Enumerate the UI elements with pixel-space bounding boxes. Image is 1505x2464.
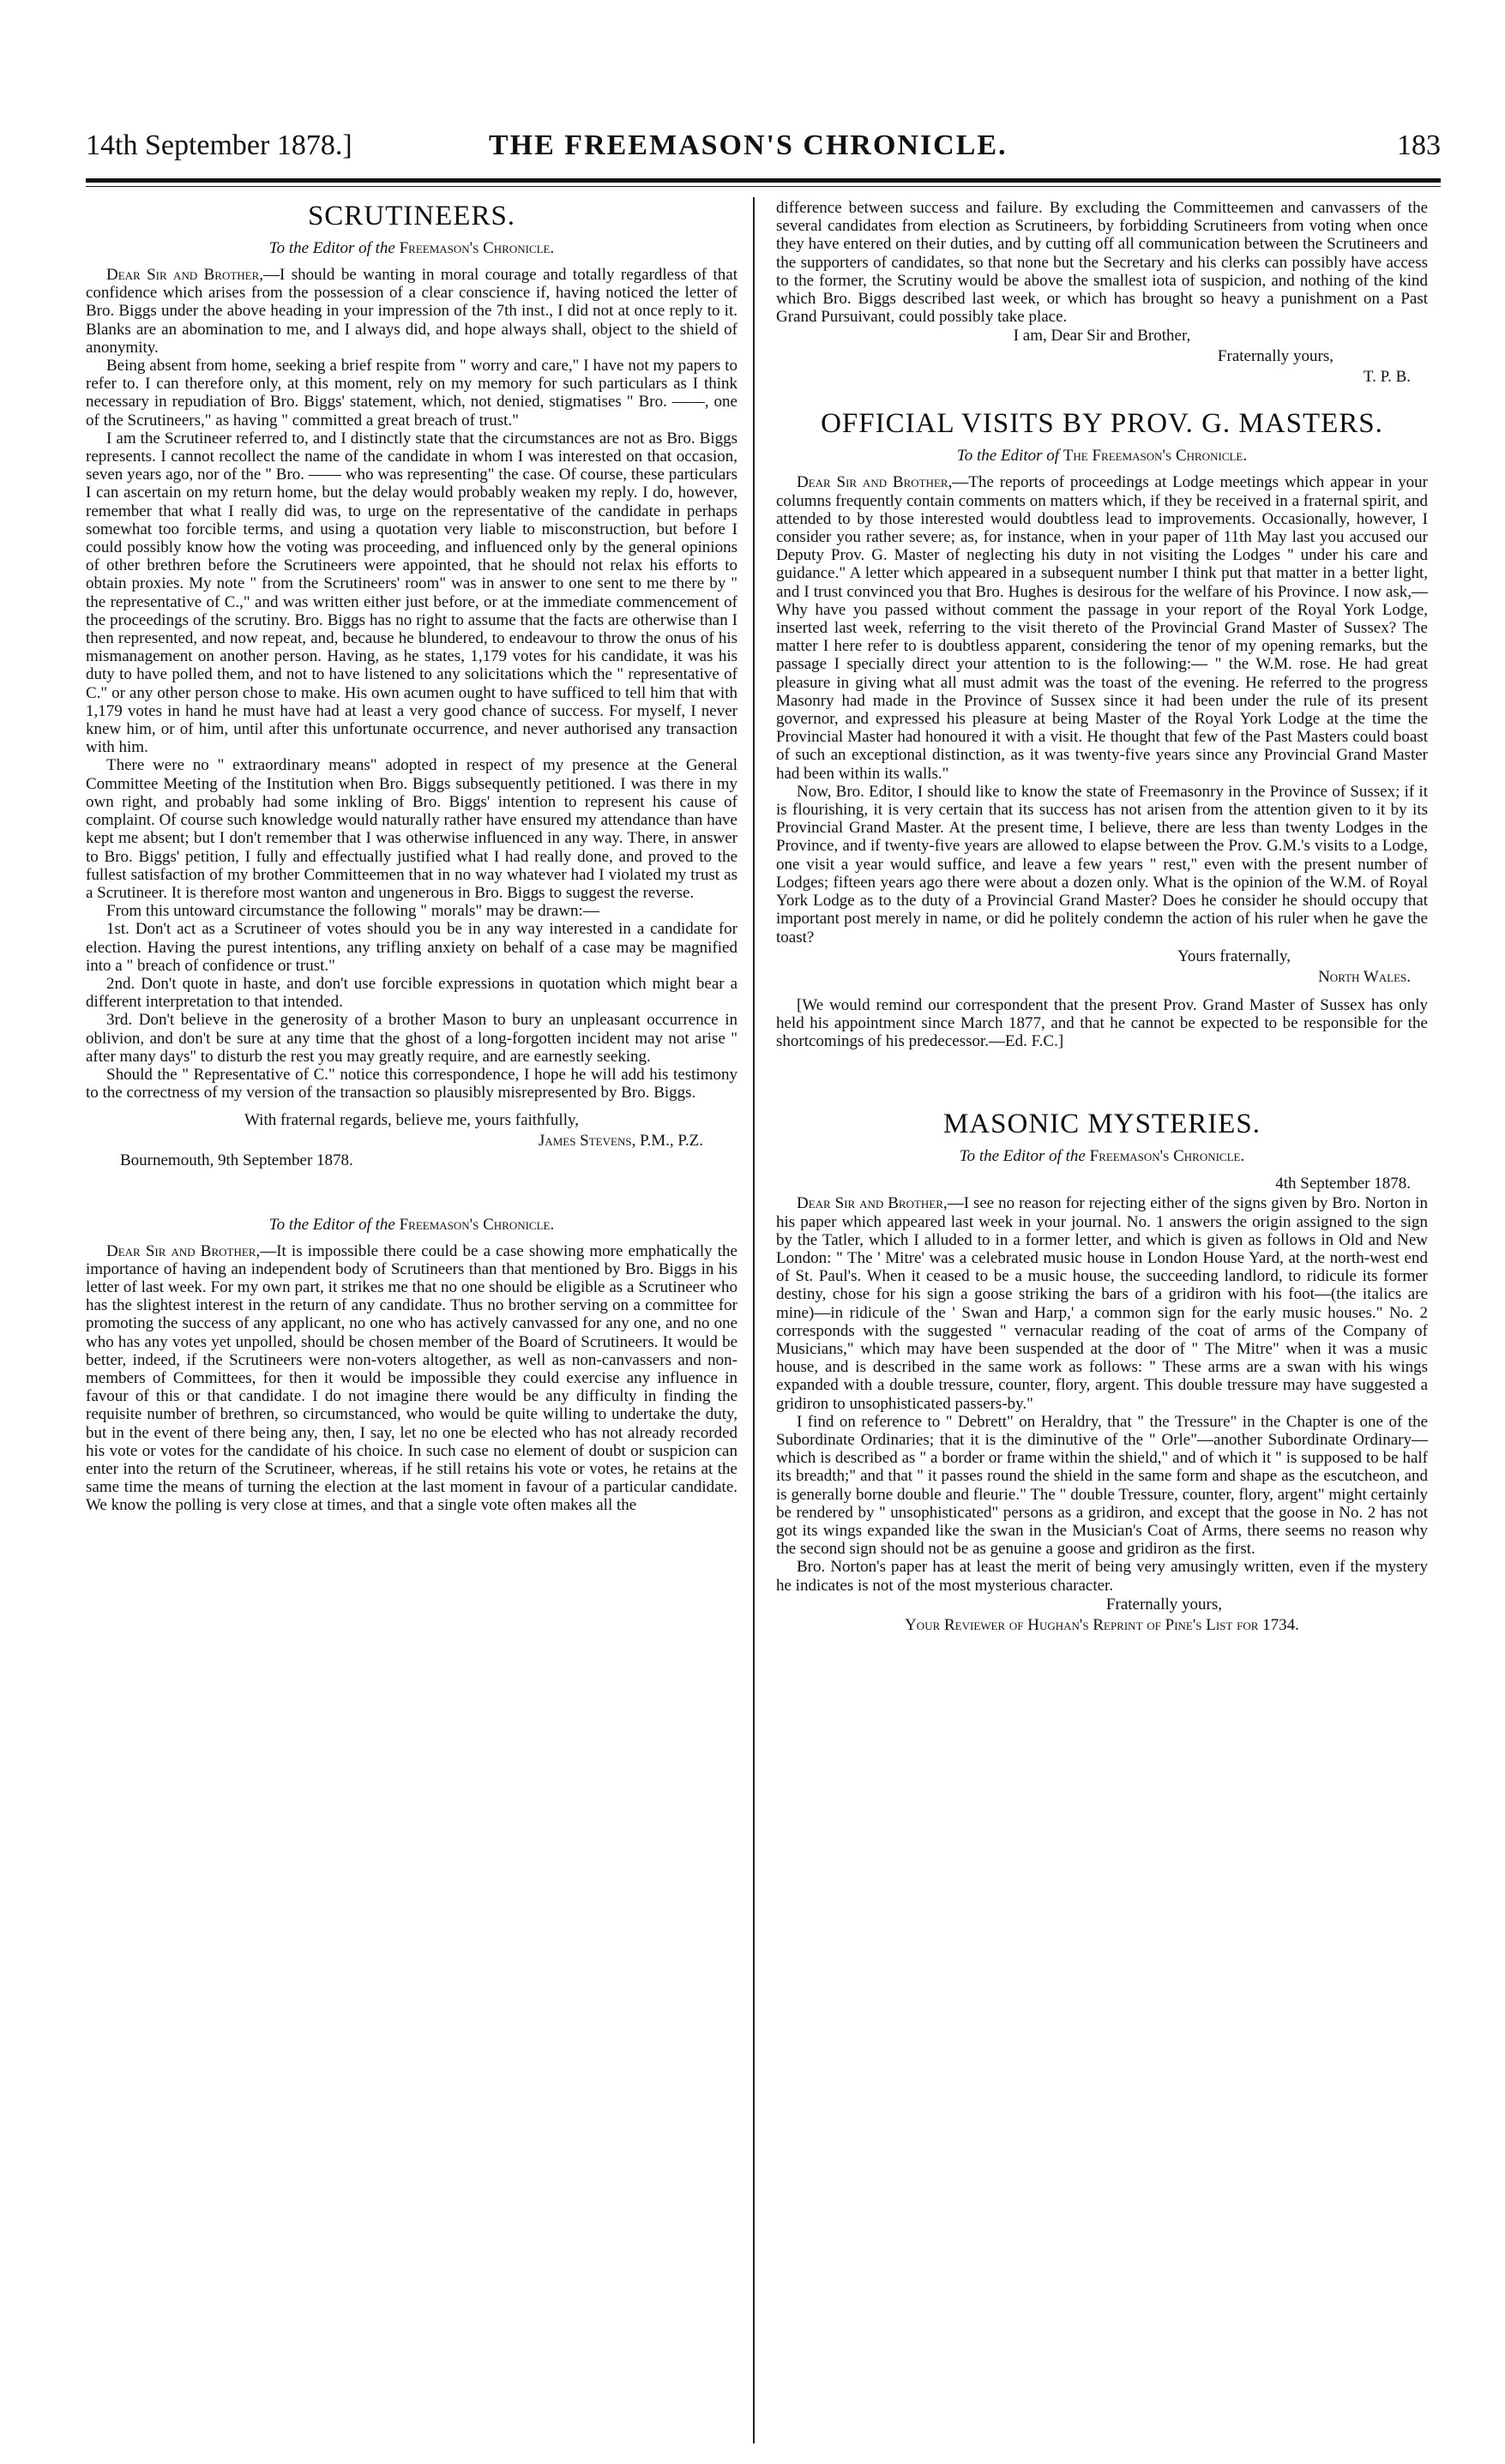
- letter1-place-date: Bournemouth, 9th September 1878.: [120, 1151, 353, 1170]
- letter2-dedication: To the Editor of the Freemason's Chronicle.: [268, 1215, 555, 1234]
- official-visits-dedication: To the Editor of The Freemason's Chronicle.: [956, 447, 1248, 466]
- editor-note: [We would remind our correspondent that the present Prov. Grand Master of Sussex has only held his appointment since March 1877, and that he cannot be expected to be responsible for the shortcomings of his predecessor.—Ed. F.C.]: [776, 995, 1428, 1051]
- masthead: [86, 120, 1441, 171]
- letter1-paragraph: There were no " extraordinary means" adopted in respect of my presence at the General Committee Meeting of the Institution when Bro. Biggs subsequently petitioned. I was there in my own right, and probably had some inkling of Bro. Biggs' intention to represent his cause of complaint. Of course such knowledge would naturally rather have ensured my attendance than have kept me absent; but I don't remember that I was otherwise influenced in any way. There, in answer to Bro. Biggs' petition, I fully and effectually justified what I had really done, and proved to the fullest satisfaction of my brother Committeemen that in no way whatever had I violated my trust as a Scrutineer. It is therefore most wanton and ungenerous in Bro. Biggs to suggest the reverse.: [86, 756, 737, 902]
- letter1-closing: With fraternal regards, believe me, yours faithfully,: [244, 1111, 579, 1130]
- masonic-mysteries-title: MASONIC MYSTERIES.: [942, 1109, 1261, 1140]
- masthead-rule: [86, 178, 1441, 183]
- left-column: [86, 199, 737, 1515]
- masonic-mysteries-date: 4th September 1878.: [1275, 1175, 1411, 1193]
- masthead-title: THE FREEMASON'S CHRONICLE.: [489, 129, 1008, 161]
- masonic-mysteries-paragraph: I find on reference to " Debrett" on Heraldry, that " the Tressure" in the Chapter is one of the Subordinate Ordinaries; that it is the diminutive of the " Orle"—another Subordinate Ordinary—which is described as " a border or frame within the shield," and of which it " is supposed to be half its breadth;" and that " it passes round the shield in the same form and shape as the escutcheon, and is generally borne double and fleurie." The " double Tressure, counter, flory, argent" might certainly be rendered by " unsophisticated" persons as a gridiron, and except that the goose in No. 2 has not got its wings expanded like the swan in the Musician's Coat of Arms, there seems no reason why the second sign should not be as genuine a goose and gridiron as the first.: [776, 1412, 1428, 1559]
- letter1-paragraph: Should the " Representative of C." notice this correspondence, I hope he will add his testimony to the correctness of my version of the transaction so plausibly misrepresented by Bro. Biggs.: [86, 1065, 737, 1103]
- letter1-paragraph: I am the Scrutineer referred to, and I distinctly state that the circumstances are not as Bro. Biggs represents. I cannot recollect the name of the candidate in whom I was interested on that occasion, seven years ago, nor of the " Bro. —— who was representing" the case. Of course, these particulars I can ascertain on my return home, but the delay would probably weaken my reply. I do, however, remember that what I really did was, to urge on the representative of the candidate in perhaps somewhat too forcible terms, and using a quotation very liable to misconstruction, but before I could possibly know how the voting was proceeding, and influenced only by the general opinions of other brethren before the Scrutineers were appointed, that he should not relax his efforts to obtain proxies. My note " from the Scrutineers' room" was in answer to one sent to me there by " the representative of C.," and was written either just before, or at the immediate commencement of the proceedings of the scrutiny. Bro. Biggs has no right to assume that the facts are otherwise than I then represented, and now repeat, and, because he blundered, to endeavour to throw the onus of his mismanagement on another person. Having, as he states, 1,179 votes for his candidate, it was his duty to have polled them, and not to have listened to any solicitations which the " representative of C." or any other person chose to make. His own acumen ought to have sufficed to tell him that with 1,179 votes in hand he must have had at least a very good chance of success. For myself, I never knew him, or of him, until after this unfortunate occurrence, and never authorised any transaction with him.: [86, 429, 737, 757]
- letter1-paragraph: 1st. Don't act as a Scrutineer of votes should you be in any way interested in a candidate for election. Having the purest intentions, any trifling anxiety on behalf of a case may be magnified into a " breach of confidence or trust.": [86, 920, 737, 975]
- letter1-paragraph: 2nd. Don't quote in haste, and don't use forcible expressions in quotation which might bear a different interpretation to that intended.: [86, 974, 737, 1012]
- letter2-signature: T. P. B.: [1363, 368, 1411, 387]
- masonic-mysteries-dedication: To the Editor of the Freemason's Chronicle.: [959, 1147, 1245, 1166]
- masthead-date: 14th September 1878.]: [86, 129, 352, 161]
- letter1-signature: James Stevens, P.M., P.Z.: [538, 1132, 703, 1151]
- letter1-paragraph: Dear Sir and Brother,—I should be wanting in moral courage and totally regardless of that confidence which arises from the possession of a clear conscience if, having noticed the letter of Bro. Biggs under the above heading in your impression of the 7th inst., I did not at once reply to it. Blanks are an abomination to me, and I always did, and hope always shall, object to the shield of anonymity.: [86, 266, 737, 357]
- scrutineers-title: SCRUTINEERS.: [307, 201, 516, 231]
- masthead-rule-thin: [86, 186, 1441, 187]
- page-number: 183: [1397, 129, 1441, 161]
- official-visits-paragraph: Now, Bro. Editor, I should like to know the state of Freemasonry in the Province of Sussex; if it is flourishing, it is very certain that its success has not arisen from the attention given to it by its Provincial Grand Master. At the present time, I believe, there are less than twenty Lodges in the Province, and if twenty-five years are allowed to elapse between the Prov. G.M.'s visits to a Lodge, one visit a year would suffice, and leave a few years " rest," even with the present number of Lodges; fifteen years ago there were about a dozen only. What is the opinion of the W.M. of Royal York Lodge as to the duty of a Provincial Grand Master? Does he consider he should occupy that important post merely in name, or did he politely condemn the action of his ruler when he gave the toast?: [776, 782, 1428, 947]
- letter2-continued: difference between success and failure. By excluding the Committeemen and canvassers of the several candidates from election as Scrutineers, by forbidding Scrutineers from voting when once they have entered on their duties, and by cutting off all communication between the Scrutineers and the supporters of candidates, so that none but the Secretary and his clerks can possibly have access to the former, the Scrutiny would be above the smallest iota of suspicion, and nothing of the kind which Bro. Biggs described last week, or which has brought so heavy a punishment on a Past Grand Pursuivant, could possibly take place.: [776, 199, 1428, 327]
- letter2-closing2: Fraternally yours,: [1217, 347, 1333, 366]
- scrutineers-dedication: To the Editor of the Freemason's Chronicle.: [268, 239, 555, 257]
- official-visits-paragraph: Dear Sir and Brother,—The reports of proceedings at Lodge meetings which appear in your columns frequently contain comments on matters which, if they be received in a fraternal spirit, and attended to by those interested would doubtless lead to improvements. Occasionally, however, I consider you rather severe; as, for instance, when in your paper of 11th May last you accused our Deputy Prov. G. Master of neglecting his duty in not visiting the Lodges " under his care and guidance." A letter which appeared in a subsequent number I think put that matter in a better light, and I trust convinced you that Bro. Hughes is desirous for the welfare of his Province. I now ask,—Why have you passed without comment the passage in your report of the Royal York Lodge, inserted last week, referring to the visit thereto of the Provincial Grand Master of Sussex? The matter I here refer to is doubtless apparent, considering the tenor of my opening remarks, but the passage I specially direct your attention to is the following:— " the W.M. rose. He had great pleasure in giving what all must admit was the toast of the evening. He referred to the progress Masonry had made in the Province of Sussex since it had been under the rule of its present governor, and expressed his pleasure at being Master of the Royal York Lodge at the time the Provincial Master had honoured it with a visit. He thought that few of the Past Masters could boast of such an exceptional distinction, as it was twenty-five years since any Provincial Grand Master had been within its walls.": [776, 473, 1428, 783]
- official-visits-closing: Yours fraternally,: [1177, 947, 1291, 965]
- letter2-paragraph: Dear Sir and Brother,—It is impossible there could be a case showing more emphatically the importance of having an independent body of Scrutineers than that mentioned by Bro. Biggs in his letter of last week. For my own part, it strikes me that no one should be eligible as a Scrutineer who has the slightest interest in the return of any candidate. Thus no brother serving on a committee for promoting the success of any applicant, no one who has actively canvassed for any one, and no one who has any votes yet unpolled, should be chosen member of the Board of Scrutineers. It would be better, indeed, if the Scrutineers were non-voters altogether, as well as non-canvassers and non-members of Committees, for then it would be impossible they could exercise any influence in favour of this or that candidate. I do not imagine there would be any difficulty in finding the requisite number of brethren, so circumstanced, who would be quite willing to undertake the duty, but in the event of there being any, then, I say, let no one be elected who has not already recorded his vote or votes for the candidate of his choice. In such case no element of doubt or suspicion can enter into the return of the Scrutineer, whereas, if he still retains his vote or votes, he retains at the same time the means of turning the election at the last moment in favour of a particular candidate. We know the polling is very close at times, and that a single vote often makes all the: [86, 1241, 737, 1515]
- official-visits-title: OFFICIAL VISITS BY PROV. G. MASTERS.: [821, 408, 1383, 440]
- masonic-mysteries-signature: Your Reviewer of Hughan's Reprint of Pine's List for 1734.: [905, 1615, 1299, 1634]
- official-visits-signature: North Wales.: [1318, 967, 1411, 986]
- letter1-paragraph: Being absent from home, seeking a brief respite from " worry and care," I have not my papers to refer to. I can therefore only, at this moment, rely on my memory for such particulars as I think necessary in repudiation of Bro. Biggs' statement, which, not denied, stigmatises " Bro. ——, one of the Scrutineers," as having " committed a great breach of trust.": [86, 357, 737, 430]
- letter1-paragraph: From this untoward circumstance the following " morals" may be drawn:—: [106, 902, 599, 921]
- right-column: [776, 199, 1428, 1636]
- masonic-mysteries-paragraph: Bro. Norton's paper has at least the merit of being very amusingly written, even if the mystery he indicates is not of the most mysterious character.: [776, 1558, 1428, 1595]
- masonic-mysteries-paragraph: Dear Sir and Brother,—I see no reason for rejecting either of the signs given by Bro. Norton in his paper which appeared last week in your journal. No. 1 answers the origin assigned to the sign by the Tatler, which I alluded to in a former letter, and which is given as follows in Old and New London: " The ' Mitre' was a celebrated music house in London House Yard, at the north-west end of St. Paul's. When it ceased to be a music house, the succeeding landlord, to ridicule its former destiny, chose for his sign a goose striking the bars of a gridiron with his foot—(the italics are mine)—in ridicule of the ' Swan and Harp,' a common sign for the early music houses." No. 2 corresponds with the suggested " vernacular reading of the coat of arms of the Company of Musicians," which may have been suspended at the door of " The Mitre" when it was a music house, and is described in the same work as follows: " These arms are a swan with his wings expanded with a double tressure, counter, flory, argent. This double tressure may have suggested a gridiron to unsophisticated passers-by.": [776, 1194, 1428, 1413]
- letter2-closing: I am, Dear Sir and Brother,: [1013, 327, 1191, 346]
- letter1-paragraph: 3rd. Don't believe in the generosity of a brother Mason to bury an unpleasant occurrence in oblivion, and don't be sure at any time that the ghost of a long-forgotten incident may not arise " after many days" to disturb the rest you may greatly require, and are earnestly seeking.: [86, 1011, 737, 1066]
- column-divider: [753, 197, 755, 2443]
- masonic-mysteries-closing: Fraternally yours,: [1105, 1595, 1222, 1614]
